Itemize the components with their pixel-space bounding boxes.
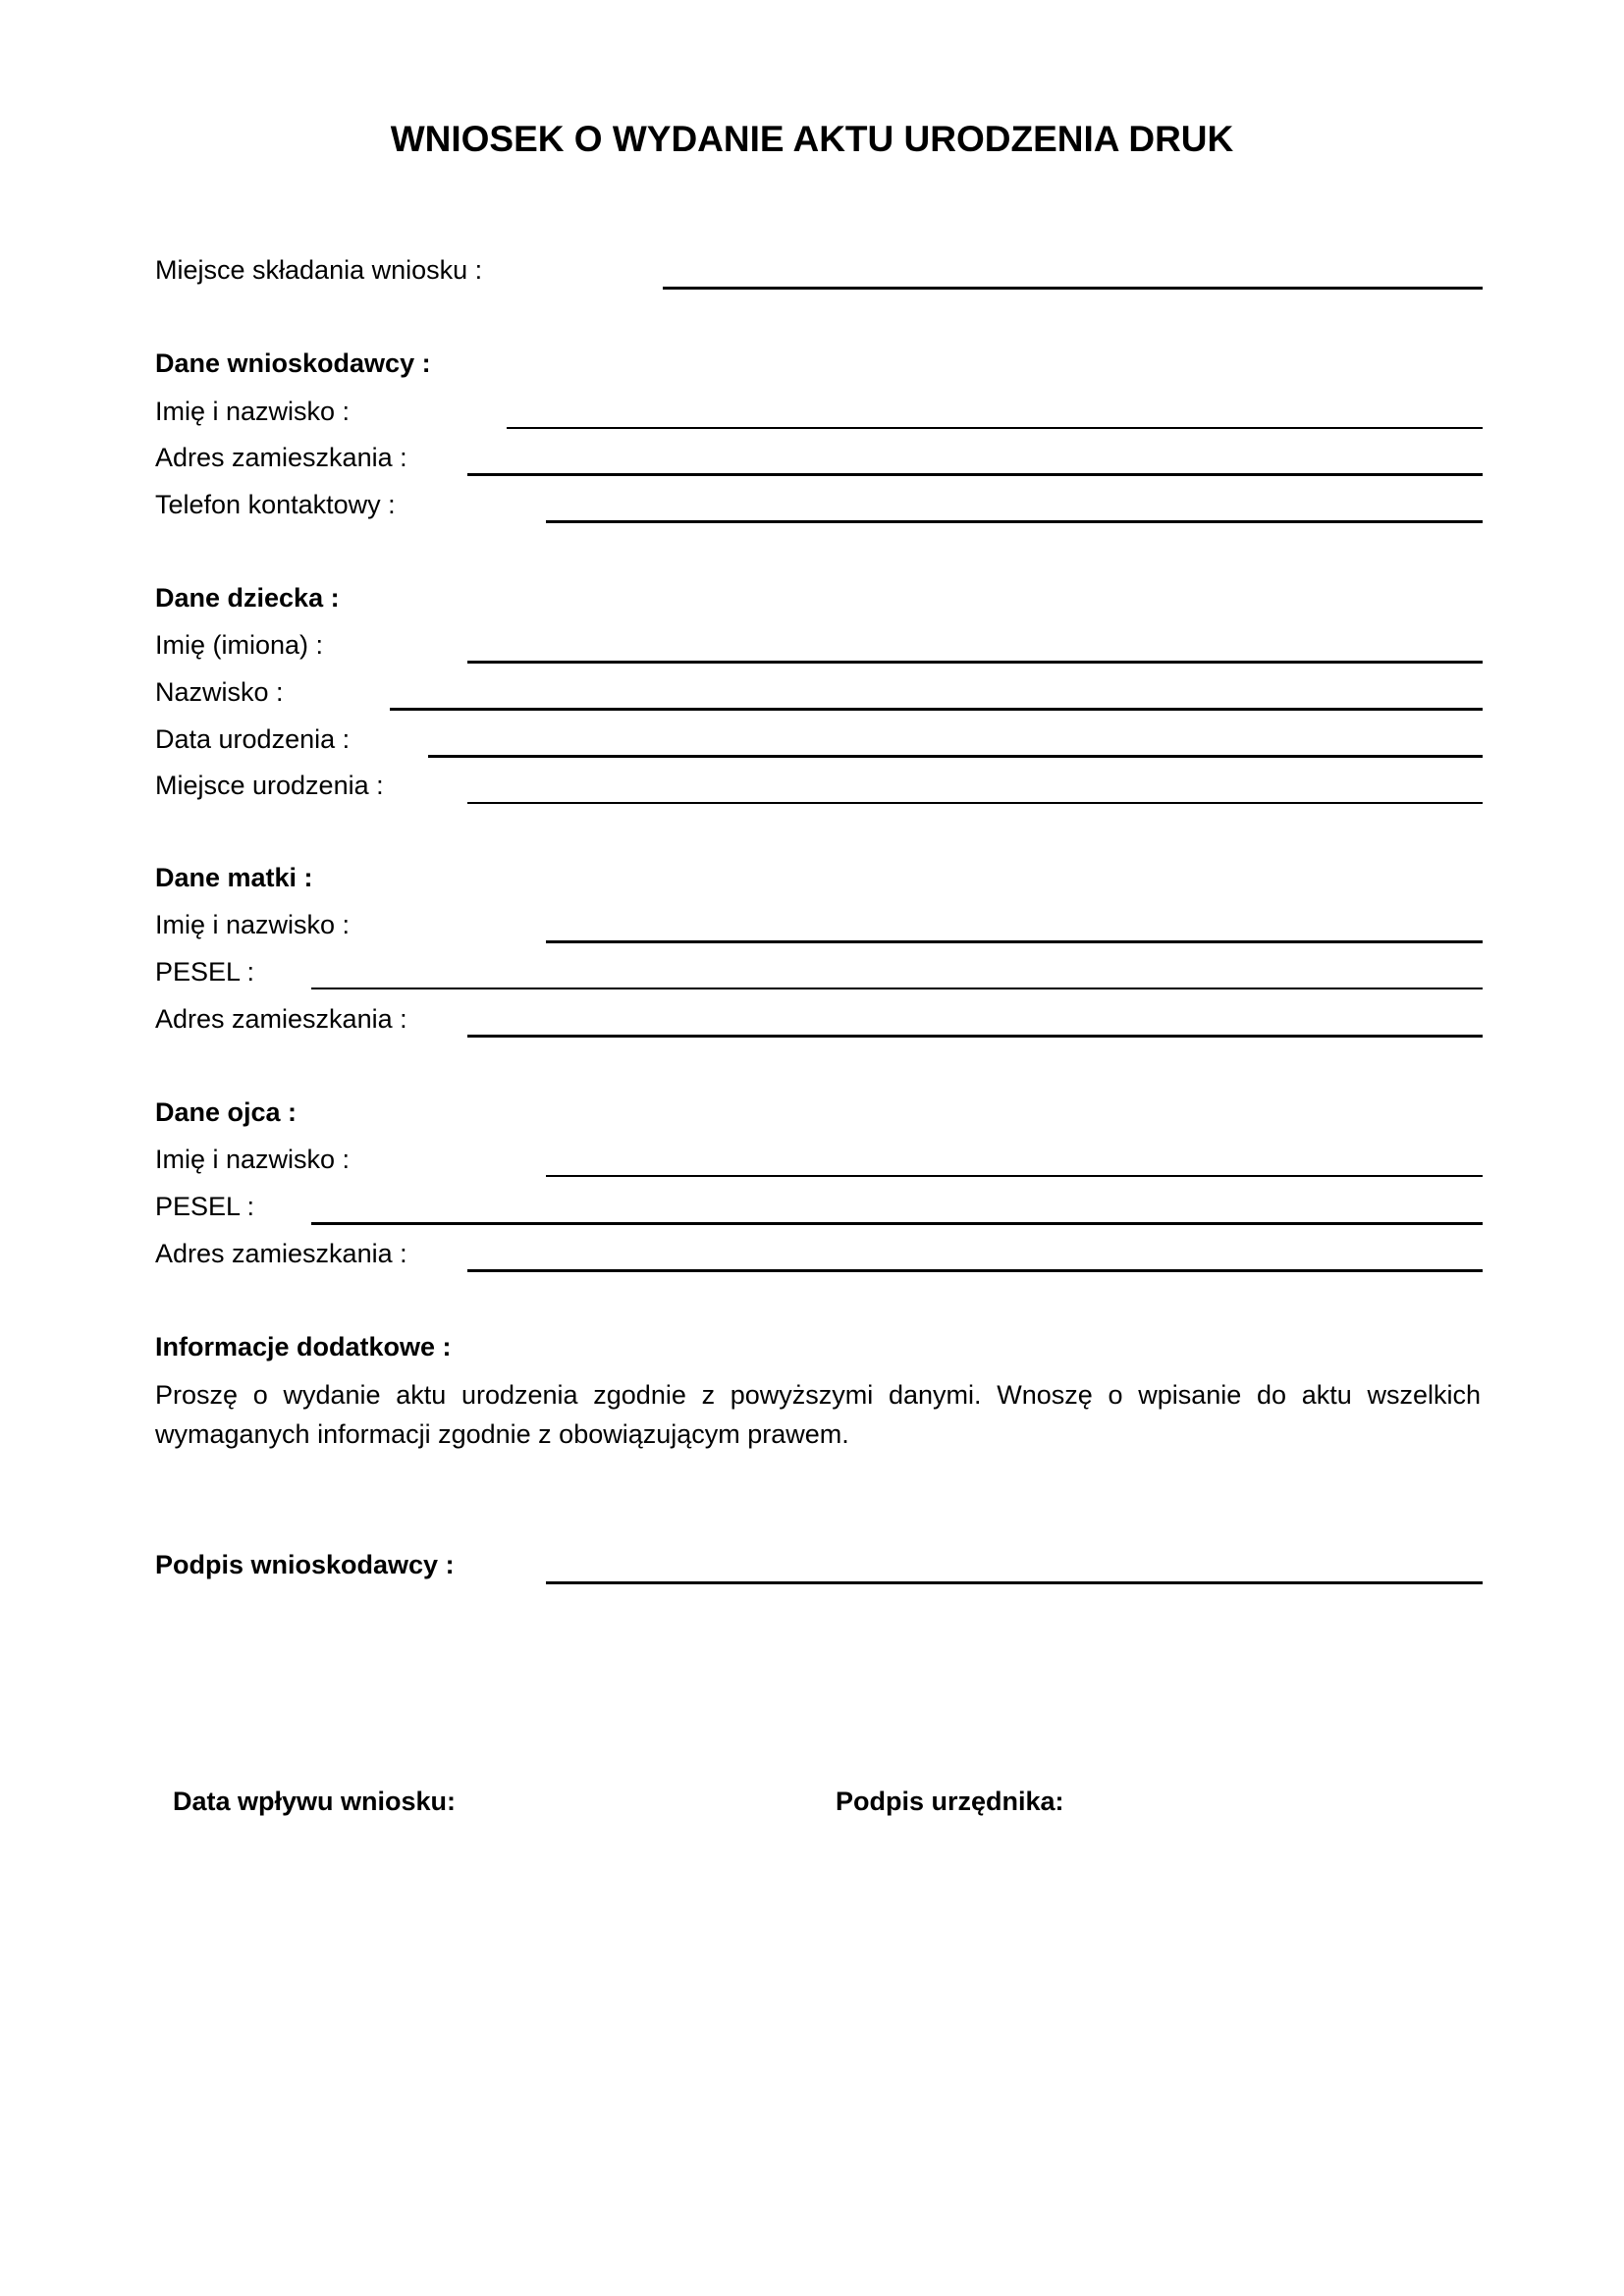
mother-address-line <box>467 1035 1483 1038</box>
date-received-label: Data wpływu wniosku: <box>173 1787 457 1816</box>
additional-info-line-1: Proszę o wydanie aktu urodzenia zgodnie z powyższymi danymi. Wnoszę o wpisanie do aktu wszelkich <box>155 1380 1481 1410</box>
additional-info-paragraph <box>155 1375 1481 1454</box>
child-birth-place-label: Miejsce urodzenia : <box>155 771 384 800</box>
applicant-phone-input[interactable] <box>546 482 1483 521</box>
applicant-address-input[interactable] <box>467 435 1483 474</box>
father-pesel-input[interactable] <box>311 1184 1483 1223</box>
applicant-address-line <box>467 473 1483 476</box>
father-heading: Dane ojca : <box>155 1097 298 1127</box>
child-birth-date-input[interactable] <box>428 717 1483 756</box>
mother-heading: Dane matki : <box>155 863 313 892</box>
place-of-submission-line <box>663 287 1483 290</box>
mother-name-label: Imię i nazwisko : <box>155 910 351 939</box>
applicant-phone-label: Telefon kontaktowy : <box>155 490 396 519</box>
child-birth-date-label: Data urodzenia : <box>155 724 351 754</box>
father-name-input[interactable] <box>546 1137 1483 1176</box>
applicant-signature-line <box>546 1581 1483 1584</box>
child-birth-date-line <box>428 755 1483 758</box>
child-first-names-line <box>467 661 1483 664</box>
father-address-input[interactable] <box>467 1231 1483 1270</box>
mother-name-line <box>546 940 1483 943</box>
applicant-name-input[interactable] <box>507 389 1483 428</box>
mother-pesel-label: PESEL : <box>155 957 255 987</box>
clerk-signature-label: Podpis urzędnika: <box>836 1787 1064 1816</box>
father-pesel-line <box>311 1222 1483 1225</box>
applicant-name-label: Imię i nazwisko : <box>155 397 351 426</box>
child-heading: Dane dziecka : <box>155 583 340 613</box>
applicant-heading: Dane wnioskodawcy : <box>155 348 431 378</box>
applicant-signature-label: Podpis wnioskodawcy : <box>155 1550 455 1579</box>
applicant-phone-line <box>546 520 1483 523</box>
child-surname-label: Nazwisko : <box>155 677 284 707</box>
place-of-submission-label: Miejsce składania wniosku : <box>155 255 483 285</box>
father-address-label: Adres zamieszkania : <box>155 1239 407 1268</box>
mother-name-input[interactable] <box>546 902 1483 941</box>
mother-pesel-line <box>311 988 1483 989</box>
child-first-names-input[interactable] <box>467 622 1483 662</box>
child-surname-line <box>390 708 1483 711</box>
father-name-line <box>546 1175 1483 1177</box>
document-title: WNIOSEK O WYDANIE AKTU URODZENIA DRUK <box>390 119 1234 159</box>
child-surname-input[interactable] <box>390 669 1483 709</box>
mother-pesel-input[interactable] <box>311 949 1483 988</box>
applicant-signature-input[interactable] <box>546 1542 1483 1581</box>
mother-address-input[interactable] <box>467 996 1483 1036</box>
father-name-label: Imię i nazwisko : <box>155 1145 351 1174</box>
child-birth-place-line <box>467 802 1483 804</box>
place-of-submission-input[interactable] <box>663 247 1483 287</box>
mother-address-label: Adres zamieszkania : <box>155 1004 407 1034</box>
father-address-line <box>467 1269 1483 1272</box>
additional-info-heading: Informacje dodatkowe : <box>155 1332 452 1362</box>
father-pesel-label: PESEL : <box>155 1192 255 1221</box>
applicant-name-line <box>507 427 1483 429</box>
child-birth-place-input[interactable] <box>467 763 1483 802</box>
applicant-address-label: Adres zamieszkania : <box>155 443 407 472</box>
additional-info-line-2: wymaganych informacji zgodnie z obowiązującym prawem. <box>155 1419 849 1449</box>
child-first-names-label: Imię (imiona) : <box>155 630 324 660</box>
